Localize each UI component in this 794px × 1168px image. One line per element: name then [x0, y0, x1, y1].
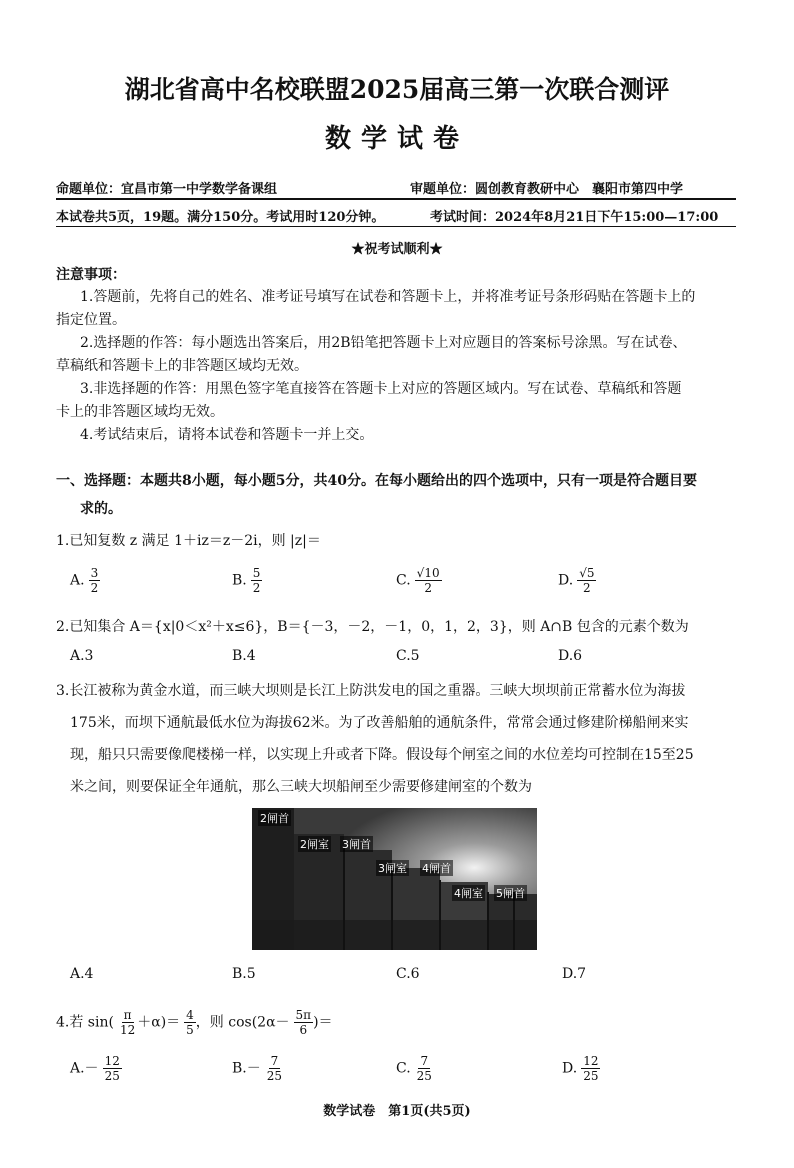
setter-unit: 命题单位：宜昌市第一中学数学备课组: [56, 182, 278, 197]
photo-label-5-head: 5闸首: [496, 887, 525, 900]
q1-option-b: B. $\frac{5}{2}$: [232, 566, 261, 595]
q3-stem-line-4: 米之间，则要保证全年通航，那么三峡大坝船闸至少需要修建闸室的个数为: [70, 779, 532, 795]
q2-option-d: D.6: [558, 648, 583, 664]
q3-stem-line-2: 175米，而坝下通航最低水位为海拔62米。为了改善船舶的通航条件，常常会通过修建阶梯船闸来实: [70, 715, 689, 731]
q4-option-d: D. $\frac{12}{25}$: [562, 1054, 599, 1083]
q3-stem-line-3: 现，船只只需要像爬楼梯一样，以实现上升或者下降。假设每个闸室之间的水位差均可控制在15至25: [70, 747, 694, 763]
q3-option-a: A.4: [70, 966, 94, 982]
q1-stem: 1.已知复数 z 满足 1＋iz＝z－2i，则 |z|＝: [56, 533, 321, 549]
header-rule: [56, 198, 736, 200]
photo-label-4-head: 4闸首: [422, 862, 451, 875]
good-luck: ★祝考试顺利★: [351, 242, 443, 257]
info-rule: [56, 226, 736, 227]
section-1-heading-cont: 求的。: [80, 501, 122, 517]
photo-label-4-chamber: 4闸室: [454, 887, 483, 900]
q2-option-b: B.4: [232, 648, 256, 664]
q2-stem: 2.已知集合 A＝{x|0＜x²＋x≤6}，B＝{－3，－2，－1，0，1，2，3}，则 A∩B 包含的元素个数为: [56, 619, 689, 635]
note-4: 4.考试结束后，请将本试卷和答题卡一并上交。: [80, 427, 374, 443]
photo-label-2-chamber: 2闸室: [300, 838, 329, 851]
note-3-cont: 卡上的非答题区域均无效。: [56, 404, 224, 420]
note-3: 3.非选择题的作答：用黑色签字笔直接答在答题卡上对应的答题区域内。写在试卷、草稿纸和答题: [80, 381, 682, 397]
note-2: 2.选择题的作答：每小题选出答案后，用2B铅笔把答题卡上对应题目的答案标号涂黑。写在试卷、: [80, 335, 687, 351]
q3-option-d: D.7: [562, 966, 587, 982]
q3-option-b: B.5: [232, 966, 256, 982]
q2-option-a: A.3: [70, 648, 94, 664]
q2-option-c: C.5: [396, 648, 420, 664]
exam-info: 本试卷共5页，19题。满分150分。考试用时120分钟。: [56, 210, 385, 225]
q4-option-a: A.－ $\frac{12}{25}$: [70, 1054, 120, 1083]
notes-heading: 注意事项：: [56, 267, 126, 283]
note-2-cont: 草稿纸和答题卡上的非答题区域均无效。: [56, 358, 308, 374]
exam-time: 考试时间：2024年8月21日下午15:00—17:00: [430, 210, 719, 225]
q3-option-c: C.6: [396, 966, 420, 982]
photo-label-2-head: 2闸首: [260, 812, 289, 825]
subject-title: 数学试卷: [324, 124, 469, 154]
photo-label-3-head: 3闸首: [342, 838, 371, 851]
q4-option-b: B.－ $\frac{7}{25}$: [232, 1054, 283, 1083]
section-1-heading: 一、选择题：本题共8小题，每小题5分，共40分。在每小题给出的四个选项中，只有一项是符合题目要: [56, 473, 697, 489]
q4-stem: 4.若 sin( $\frac{\pi}{12}$ ＋α)＝ $\frac{4}{5}$ ，则 cos(2α－ $\frac{5\pi}{6}$ )＝: [56, 1008, 333, 1037]
q1-option-a: A. $\frac{3}{2}$: [70, 566, 99, 595]
q3-stem-line-1: 3.长江被称为黄金水道，而三峡大坝则是长江上防洪发电的国之重器。三峡大坝坝前正常蓄水位为海拔: [56, 683, 686, 699]
ship-lock-illustration: [252, 808, 537, 950]
note-1: 1.答题前，先将自己的姓名、准考证号填写在试卷和答题卡上，并将准考证号条形码贴在答题卡上的: [80, 289, 696, 305]
ship-lock-photo: [252, 808, 537, 950]
exam-title: 湖北省高中名校联盟2025届高三第一次联合测评: [124, 75, 670, 104]
note-1-cont: 指定位置。: [56, 312, 126, 328]
q4-option-c: C. $\frac{7}{25}$: [396, 1054, 432, 1083]
q1-option-c: C. $\frac{√10}{2}$: [396, 566, 440, 595]
page-footer: 数学试卷 第1页(共5页): [323, 1104, 471, 1119]
photo-label-3-chamber: 3闸室: [378, 862, 407, 875]
q1-option-d: D. $\frac{√5}{2}$: [558, 566, 595, 595]
reviewer-unit: 审题单位：圆创教育教研中心 襄阳市第四中学: [410, 182, 684, 197]
